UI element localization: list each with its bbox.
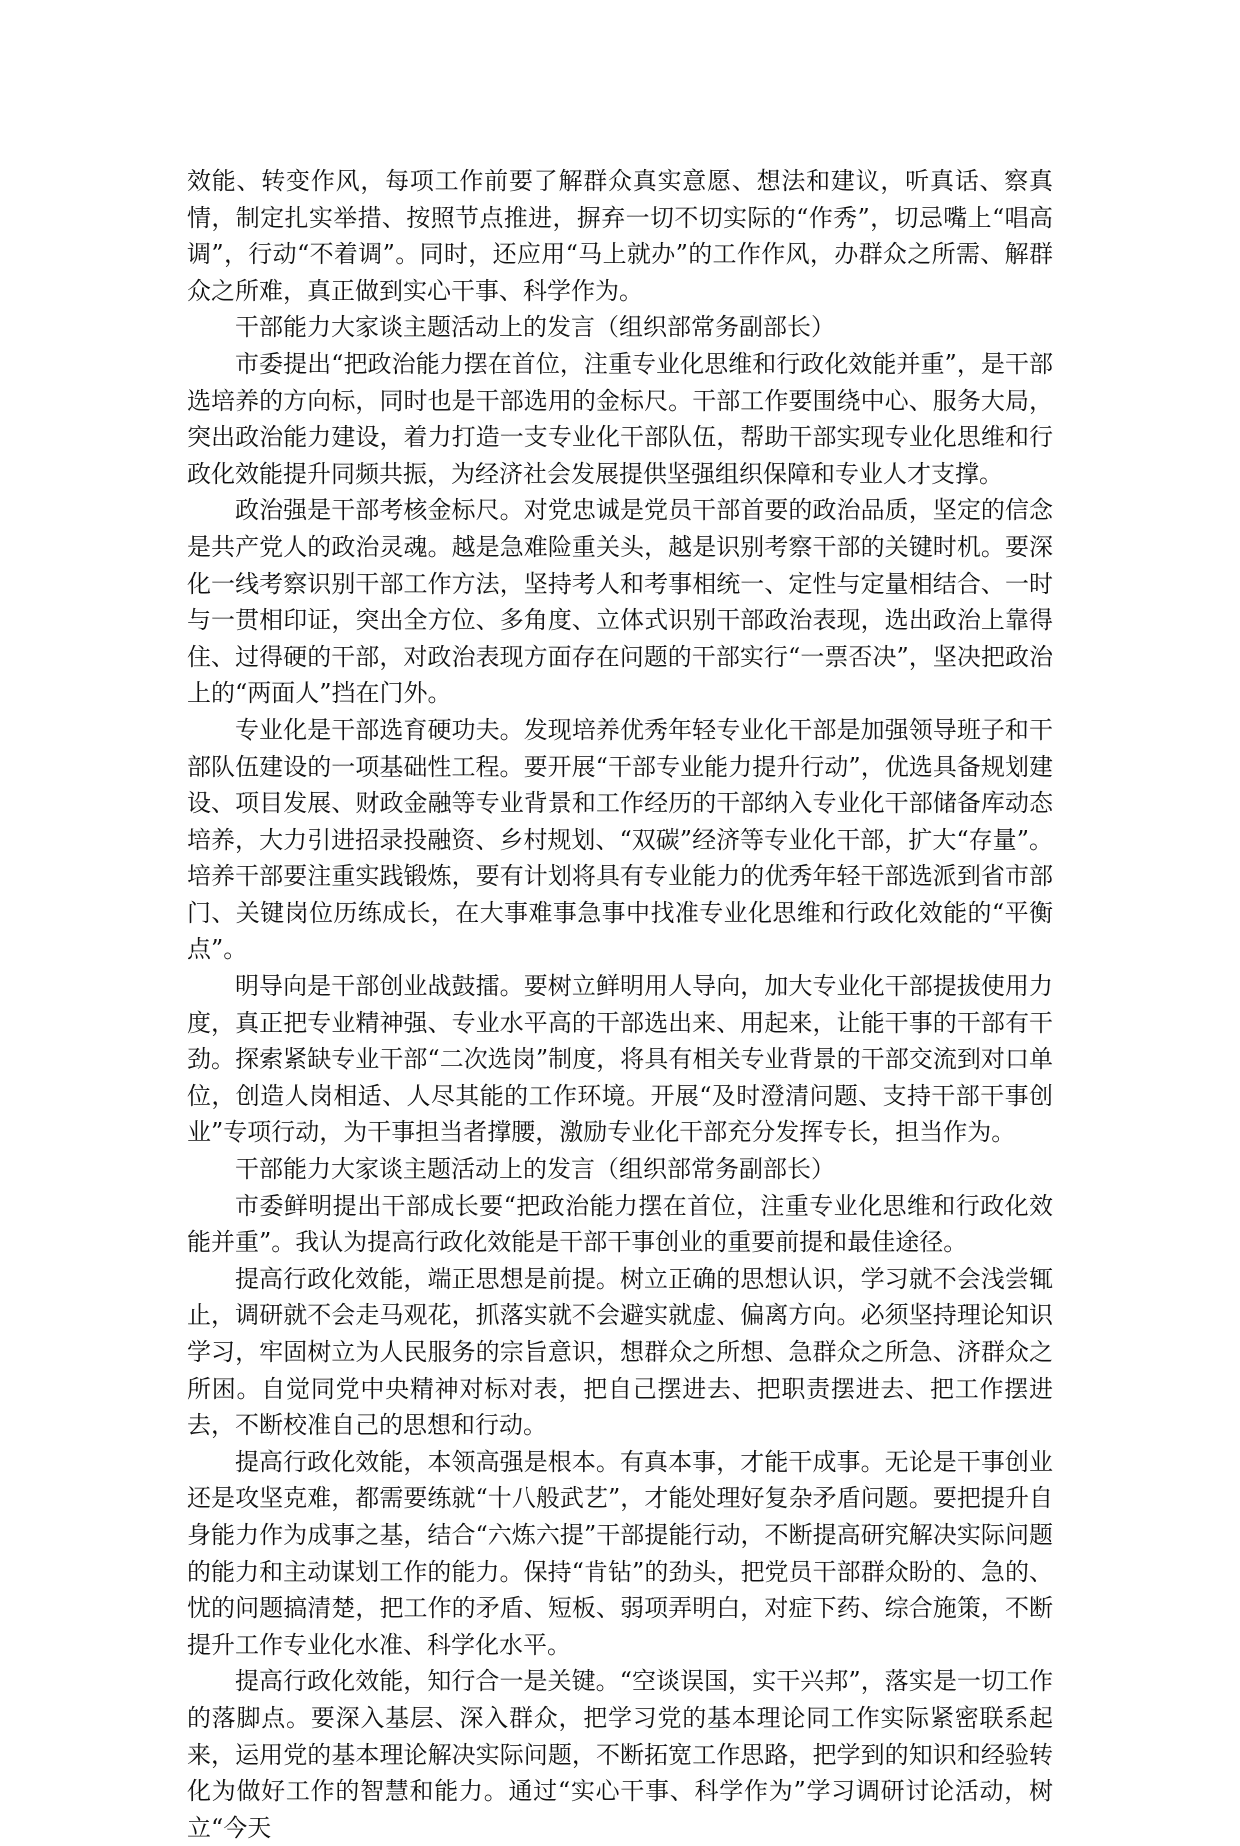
document-page <box>187 163 1053 1846</box>
paragraph-body: 政治强是干部考核金标尺。对党忠诚是党员干部首要的政治品质，坚定的信念是共产党人的政治灵魂。越是急难险重关头，越是识别考察干部的关键时机。要深化一线考察识别干部工作方法，坚持考人和考事相统一、定性与定量相结合、一时与一贯相印证，突出全方位、多角度、立体式识别干部政治表现，选出政治上靠得住、过得硬的干部，对政治表现方面存在问题的干部实行“一票否决”，坚决把政治上的“两面人”挡在门外。 <box>187 496 1053 708</box>
section-heading: 干部能力大家谈主题活动上的发言（组织部常务副部长） <box>235 313 835 342</box>
paragraph-body: 市委鲜明提出干部成长要“把政治能力摆在首位，注重专业化思维和行政化效能并重”。我认为提高行政化效能是干部干事创业的重要前提和最佳途径。 <box>187 1191 1053 1257</box>
paragraph-body: 提高行政化效能，端正思想是前提。树立正确的思想认识，学习就不会浅尝辄止，调研就不会走马观花，抓落实就不会避实就虚、偏离方向。必须坚持理论知识学习，牢固树立为人民服务的宗旨意识，想群众之所想、急群众之所急、济群众之所困。自觉同党中央精神对标对表，把自己摆进去、把职责摆进去、把工作摆进去，不断校准自己的思想和行动。 <box>187 1264 1053 1440</box>
paragraph-body: 明导向是干部创业战鼓擂。要树立鲜明用人导向，加大专业化干部提拔使用力度，真正把专业精神强、专业水平高的干部选出来、用起来，让能干事的干部有干劲。探索紧缺专业干部“二次选岗”制度，将具有相关专业背景的干部交流到对口单位，创造人岗相适、人尽其能的工作环境。开展“及时澄清问题、支持干部干事创业”专项行动，为干事担当者撑腰，激励专业化干部充分发挥专长，担当作为。 <box>187 972 1053 1147</box>
paragraph-body: 市委提出“把政治能力摆在首位，注重专业化思维和行政化效能并重”，是干部选培养的方向标，同时也是干部选用的金标尺。干部工作要围绕中心、服务大局，突出政治能力建设，着力打造一支专业化干部队伍，帮助干部实现专业化思维和行政化效能提升同频共振，为经济社会发展提供坚强组织保障和专业人才支撑。 <box>187 349 1053 488</box>
paragraph-body: 专业化是干部选育硬功夫。发现培养优秀年轻专业化干部是加强领导班子和干部队伍建设的一项基础性工程。要开展“干部专业能力提升行动”，优选具备规划建设、项目发展、财政金融等专业背景和工作经历的干部纳入专业化干部储备库动态培养，大力引进招录投融资、乡村规划、“双碳”经济等专业化干部，扩大“存量”。培养干部要注重实践锻炼，要有计划将具有专业能力的优秀年轻干部选派到省市部门、关键岗位历练成长，在大事难事急事中找准专业化思维和行政化效能的“平衡点”。 <box>187 715 1053 964</box>
paragraph-body: 提高行政化效能，知行合一是关键。“空谈误国，实干兴邦”，落实是一切工作的落脚点。要深入基层、深入群众，把学习党的基本理论同工作实际紧密联系起来，运用党的基本理论解决实际问题，不断拓宽工作思路，把学到的知识和经验转化为做好工作的智慧和能力。通过“实心干事、科学作为”学习调研讨论活动，树立“今天 <box>187 1667 1053 1842</box>
paragraph-body: 提高行政化效能，本领高强是根本。有真本事，才能干成事。无论是干事创业还是攻坚克难，都需要练就“十八般武艺”，才能处理好复杂矛盾问题。要把提升自身能力作为成事之基，结合“六炼六提”干部提能行动，不断提高研究解决实际问题的能力和主动谋划工作的能力。保持“肯钻”的劲头，把党员干部群众盼的、急的、忧的问题搞清楚，把工作的矛盾、短板、弱项弄明白，对症下药、综合施策，不断提升工作专业化水准、科学化水平。 <box>187 1447 1053 1659</box>
section-heading: 干部能力大家谈主题活动上的发言（组织部常务副部长） <box>235 1155 835 1184</box>
paragraph-body: 效能、转变作风，每项工作前要了解群众真实意愿、想法和建议，听真话、察真情，制定扎实举措、按照节点推进，摒弃一切不切实际的“作秀”，切忌嘴上“唱高调”，行动“不着调”。同时，还应用“马上就办”的工作作风，办群众之所需、解群众之所难，真正做到实心干事、科学作为。 <box>187 167 1053 305</box>
